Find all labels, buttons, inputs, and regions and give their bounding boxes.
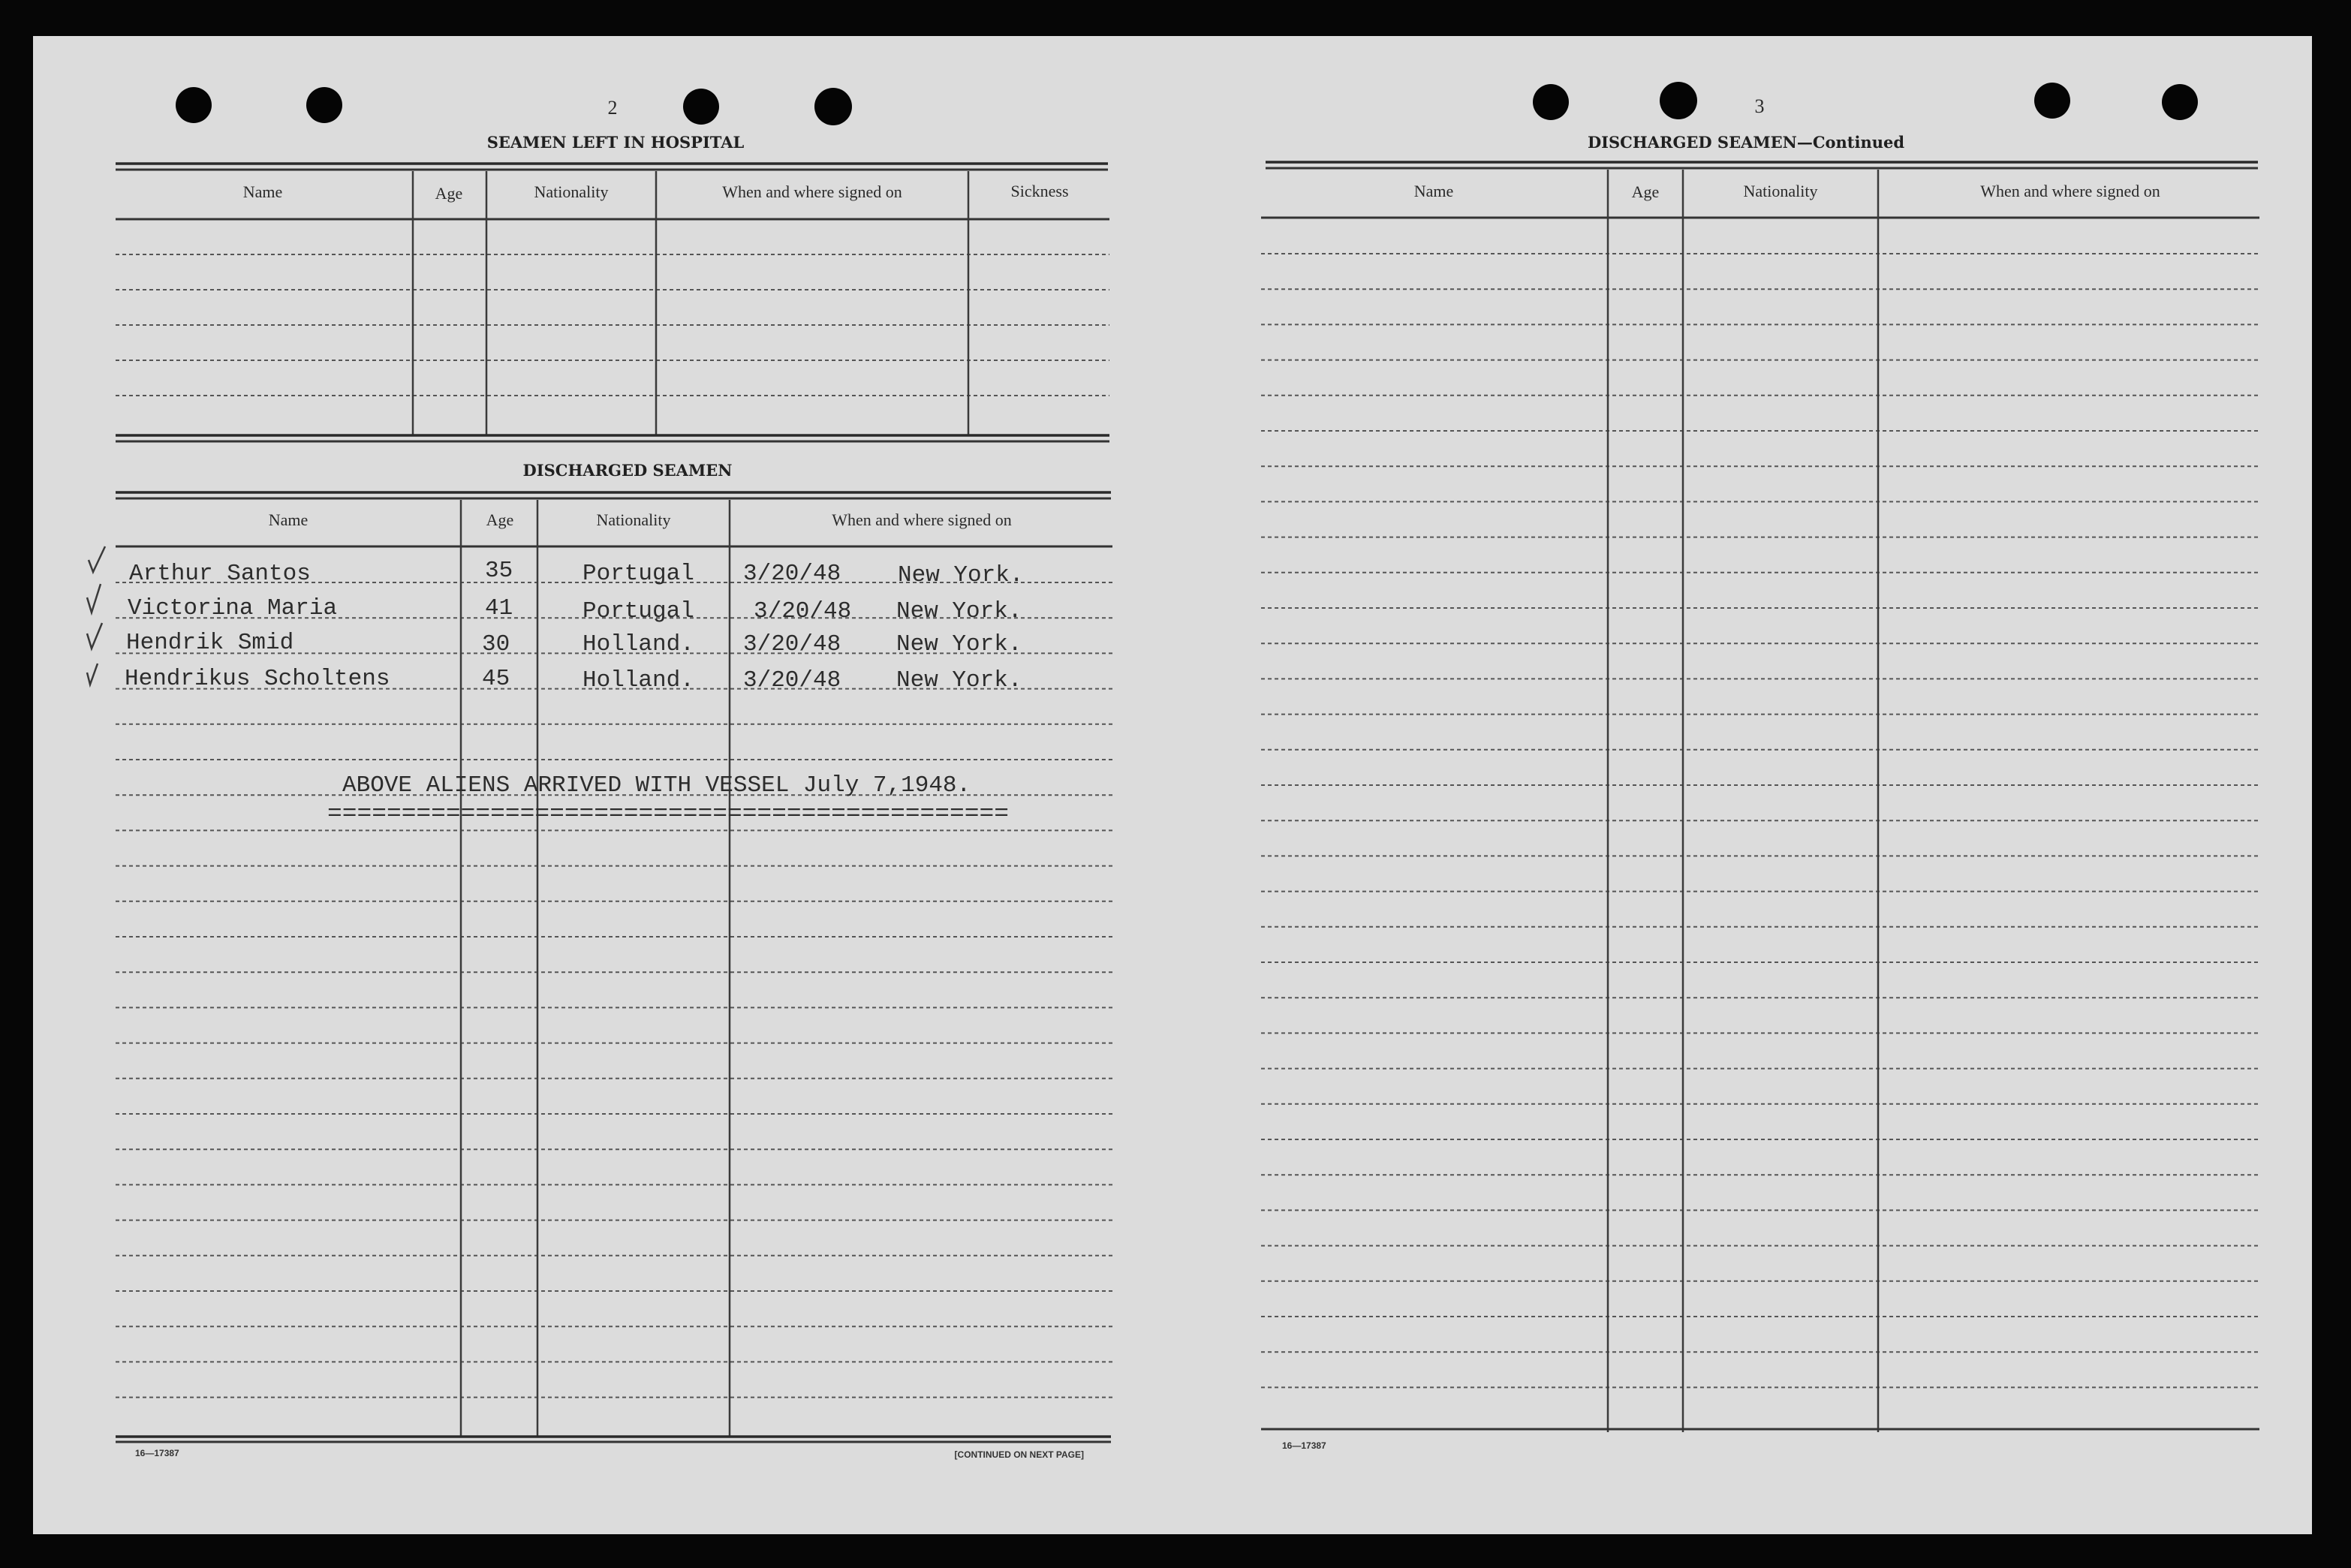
continued-note: [CONTINUED ON NEXT PAGE] — [954, 1449, 1084, 1460]
column-header: Age — [486, 510, 514, 529]
punch-hole-icon — [1660, 82, 1697, 119]
seaman-nationality: Portugal — [582, 598, 694, 624]
form-number: 16—17387 — [1282, 1440, 1326, 1451]
seaman-name: Arthur Santos — [129, 561, 311, 587]
seaman-name: Victorina Maria — [128, 595, 338, 621]
column-header: Age — [1631, 182, 1660, 201]
page-number: 2 — [607, 97, 618, 119]
note-underline: ============================================== — [327, 801, 1009, 827]
signed-on-place: New York. — [896, 667, 1022, 694]
column-header: Nationality — [1743, 182, 1818, 200]
seaman-name: Hendrik Smid — [126, 630, 294, 656]
seaman-nationality: Portugal — [582, 561, 694, 587]
column-header: When and where signed on — [1980, 182, 2160, 200]
column-header: When and where signed on — [722, 182, 902, 201]
column-header: Name — [1413, 182, 1454, 200]
column-header: Name — [242, 182, 283, 201]
section-title: DISCHARGED SEAMEN—Continued — [1587, 133, 1905, 152]
signed-on-place: New York. — [896, 631, 1022, 658]
seaman-age: 35 — [485, 558, 513, 584]
seaman-nationality: Holland. — [582, 631, 694, 658]
seaman-name: Hendrikus Scholtens — [125, 666, 390, 692]
punch-hole-icon — [176, 87, 212, 123]
punch-hole-icon — [2162, 84, 2198, 120]
section-title: DISCHARGED SEAMEN — [522, 461, 733, 480]
seaman-age: 45 — [482, 666, 510, 692]
arrival-note: ABOVE ALIENS ARRIVED WITH VESSEL July 7,1948. — [342, 772, 971, 799]
page-number: 3 — [1754, 95, 1765, 117]
seaman-nationality: Holland. — [582, 667, 694, 694]
punch-hole-icon — [306, 87, 342, 123]
section-title: SEAMEN LEFT IN HOSPITAL — [486, 133, 745, 152]
punch-hole-icon — [683, 89, 719, 125]
column-header: When and where signed on — [832, 510, 1012, 529]
signed-on-date: 3/20/48 — [743, 631, 841, 658]
punch-hole-icon — [2034, 83, 2070, 119]
signed-on-date: 3/20/48 — [743, 561, 841, 587]
seaman-age: 30 — [482, 631, 510, 658]
column-header: Name — [268, 510, 309, 529]
column-header: Age — [435, 184, 463, 203]
column-header: Nationality — [596, 510, 671, 529]
column-header: Nationality — [534, 182, 609, 201]
signed-on-place: New York. — [896, 598, 1022, 624]
signed-on-date: 3/20/48 — [743, 667, 841, 694]
seaman-age: 41 — [485, 595, 513, 621]
signed-on-date: 3/20/48 — [754, 598, 852, 624]
signed-on-place: New York. — [898, 562, 1024, 588]
punch-hole-icon — [1533, 84, 1569, 120]
punch-hole-icon — [814, 88, 852, 125]
column-header: Sickness — [1010, 182, 1069, 200]
form-number: 16—17387 — [135, 1448, 179, 1458]
